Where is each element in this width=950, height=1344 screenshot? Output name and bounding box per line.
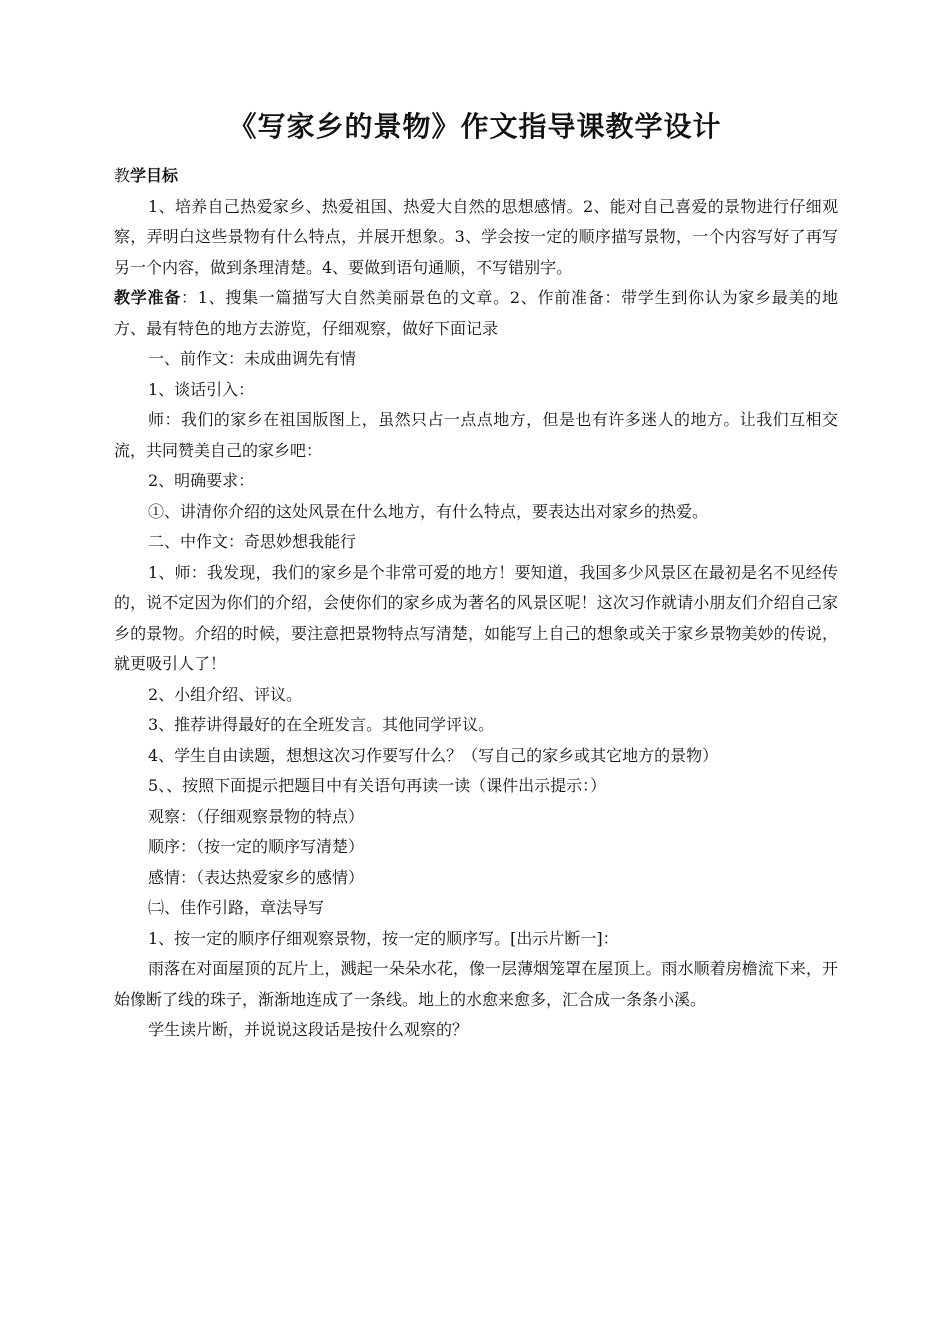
paragraph-recommend: 3、推荐讲得最好的在全班发言。其他同学评议。 bbox=[148, 715, 495, 734]
paragraph-order: 顺序：（按一定的顺序写清楚） bbox=[148, 837, 365, 856]
paragraph-hints: 5、、按照下面提示把题目中有关语句再读一读（课件出示提示：） bbox=[148, 776, 607, 795]
paragraph-intro: 1、谈话引入： bbox=[148, 379, 255, 399]
paragraph-pre-writing: 一、前作文：未成曲调先有情 bbox=[148, 349, 357, 368]
document-body bbox=[114, 161, 838, 1046]
paragraph-observe: 观察：（仔细观察景物的特点） bbox=[148, 806, 365, 826]
paragraph-read-title: 4、学生自由读题，想想这次习作要写什么？（写自己的家乡或其它地方的景物） bbox=[148, 745, 719, 765]
prep-text: ：1、搜集一篇描写大自然美丽景色的文章。2、作前准备：带学生到你认为家乡最美的地方、最有特色的地方去游览，仔细观察，做好下面记录 bbox=[114, 288, 838, 338]
goals-heading bbox=[114, 161, 838, 192]
paragraph-teacher-discovery: 1、师：我发现，我们的家乡是个非常可爱的地方！要知道，我国多少风景区在最初是名不见经传的，说不定因为你们的介绍，会使你们的家乡成为著名的风景区呢！这次习作就请小朋友们介绍自己家乡的景物。介绍的时候，要注意把景物特点写清楚，如能写上自己的想象或关于家乡景物美妙的传说，就更吸引人了！ bbox=[114, 562, 838, 673]
paragraph-group: 2、小组介绍、评议。 bbox=[148, 684, 303, 704]
paragraph-mid-writing: 二、中作文：奇思妙想我能行 bbox=[148, 532, 357, 551]
document-title: 《写家乡的景物》作文指导课教学设计 bbox=[228, 110, 722, 143]
paragraph-requirements: 2、明确要求： bbox=[148, 471, 255, 490]
paragraph-teacher-intro: 师：我们的家乡在祖国版图上，虽然只占一点点地方，但是也有许多迷人的地方。让我们互相交流，共同赞美自己的家乡吧： bbox=[114, 410, 838, 460]
goals-heading-prefix: 教 bbox=[114, 166, 131, 185]
paragraph-excerpt: 雨落在对面屋顶的瓦片上，溅起一朵朵水花，像一层薄烟笼罩在屋顶上。雨水顺着房檐流下来，开始像断了线的珠子，渐渐地连成了一条线。地上的水愈来愈多，汇合成一条条小溪。 bbox=[114, 959, 838, 1009]
prep-paragraph bbox=[114, 283, 838, 344]
paragraph-feeling: 感情：（表达热爱家乡的感情） bbox=[148, 867, 365, 887]
paragraph-student-read: 学生读片断，并说说这段话是按什么观察的？ bbox=[148, 1020, 469, 1039]
paragraph-requirement-1: ①、讲清你介绍的这处风景在什么地方，有什么特点，要表达出对家乡的热爱。 bbox=[148, 501, 709, 521]
prep-label: 教学准备 bbox=[114, 288, 181, 307]
paragraph-example-guide: ㈡、佳作引路，章法导写 bbox=[148, 898, 325, 917]
goals-text: 1、培养自己热爱家乡、热爱祖国、热爱大自然的思想感情。2、能对自己喜爱的景物进行仔细观察，弄明白这些景物有什么特点，并展开想象。3、学会按一定的顺序描写景物，一个内容写好了再写另一个内容，做到条理清楚。4、要做到语句通顺，不写错别字。 bbox=[114, 196, 838, 277]
paragraph-sequence: 1、按一定的顺序仔细观察景物，按一定的顺序写。[出示片断一]： bbox=[148, 928, 619, 948]
goals-heading-bold: 学目标 bbox=[130, 166, 179, 185]
